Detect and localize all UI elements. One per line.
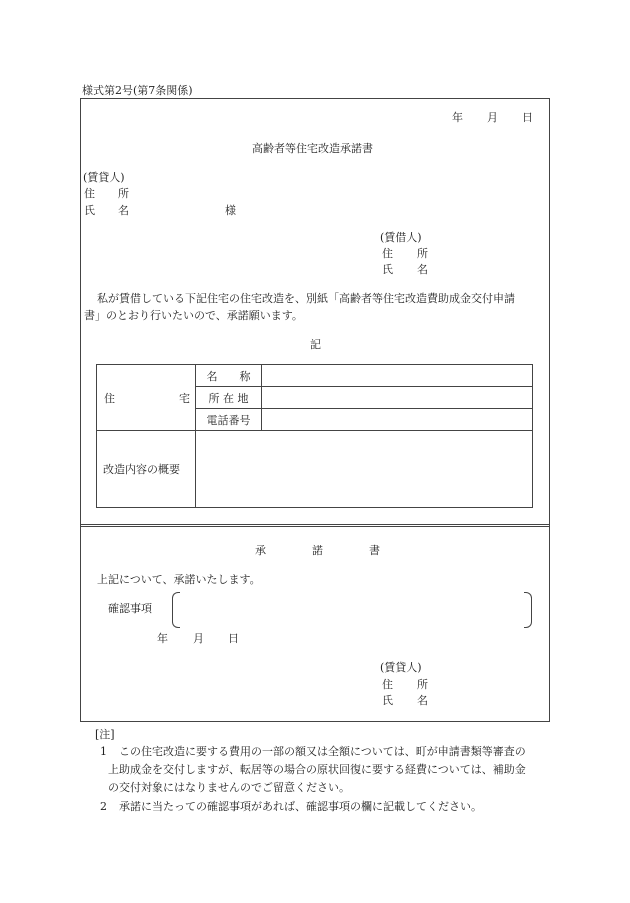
housing-info-table <box>96 364 533 508</box>
note-1-number: 1 <box>100 745 107 758</box>
tenant-name-label-2: 名 <box>417 263 428 276</box>
landlord-bottom-address-label-2: 所 <box>417 678 428 691</box>
summary-label-cell <box>97 431 196 508</box>
tenant-address-label-2: 所 <box>417 247 428 260</box>
note-1-line-2: 上助成金を交付しますが、転居等の場合の原状回復に要する経費については、補助金 <box>108 763 526 776</box>
housing-label-2: 宅 <box>179 392 190 405</box>
tenant-heading: (賃借人) <box>380 231 422 244</box>
document-title: 高齢者等住宅改造承諾書 <box>252 142 373 155</box>
housing-label-1: 住 <box>104 392 115 405</box>
date-month: 月 <box>487 111 498 124</box>
housing-label-cell <box>97 365 196 431</box>
confirm-input-area[interactable] <box>182 596 522 624</box>
location-label-cell <box>196 387 262 409</box>
request-text-line-1: 私が賃借している下記住宅の住宅改造を、別紙「高齢者等住宅改造費助成金交付申請 <box>97 292 515 305</box>
name-value-cell[interactable] <box>262 365 533 387</box>
phone-value-cell[interactable] <box>262 409 533 431</box>
date-year: 年 <box>452 111 463 124</box>
consent-title-3: 書 <box>369 544 380 557</box>
consent-date-day: 日 <box>228 632 239 645</box>
confirm-bracket-left <box>172 592 180 628</box>
consent-date-month: 月 <box>193 632 204 645</box>
landlord-bottom-address-label-1: 住 <box>382 678 393 691</box>
consent-date-year: 年 <box>157 632 168 645</box>
phone-label: 電話番号 <box>206 413 251 427</box>
location-value-cell[interactable] <box>262 387 533 409</box>
section-divider <box>80 524 550 527</box>
confirm-label: 確認事項 <box>108 602 152 615</box>
note-1-line-3: の交付対象にはなりませんのでご留意ください。 <box>108 781 350 794</box>
consent-title-1: 承 <box>255 544 266 557</box>
summary-label: 改造内容の概要 <box>103 463 180 476</box>
request-text-line-2: 書」のとおり行いたいので、承諾願います。 <box>84 309 303 322</box>
landlord-address-label-1: 住 <box>84 187 95 200</box>
ki-heading: 記 <box>310 338 321 351</box>
landlord-name-label-2: 名 <box>118 204 129 217</box>
tenant-name-label-1: 氏 <box>382 263 393 276</box>
note-2-line-1: 承諾に当たっての確認事項があれば、確認事項の欄に記載してください。 <box>119 800 482 813</box>
note-1-line-1: この住宅改造に要する費用の一部の額又は全額については、町が申請書類等審査の <box>119 745 526 758</box>
landlord-address-label-2: 所 <box>118 187 129 200</box>
phone-label-cell <box>196 409 262 431</box>
note-2-number: 2 <box>100 800 107 813</box>
landlord-honorific: 様 <box>225 204 236 217</box>
form-number-label: 様式第2号(第7条関係) <box>82 84 193 97</box>
landlord-bottom-name-label-1: 氏 <box>382 694 393 707</box>
tenant-address-label-1: 住 <box>382 247 393 260</box>
landlord-name-label-1: 氏 <box>84 204 95 217</box>
confirm-bracket-right <box>524 592 532 628</box>
landlord-heading: (賃貸人) <box>83 171 125 184</box>
name-label: 名 称 <box>206 369 251 383</box>
landlord-bottom-name-label-2: 名 <box>417 694 428 707</box>
notes-header: [注] <box>95 728 115 741</box>
summary-value-cell[interactable] <box>196 431 533 508</box>
consent-title-2: 諾 <box>312 544 323 557</box>
date-day: 日 <box>522 111 533 124</box>
landlord-bottom-heading: (賃貸人) <box>380 661 422 674</box>
consent-statement: 上記について、承諾いたします。 <box>97 573 261 586</box>
location-label: 所 在 地 <box>208 391 249 405</box>
name-label-cell <box>196 365 262 387</box>
